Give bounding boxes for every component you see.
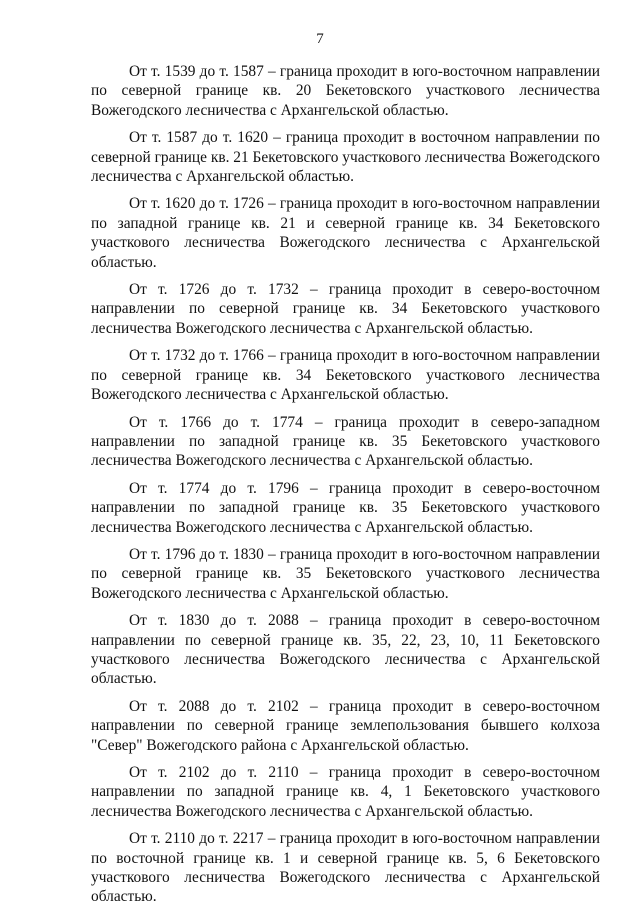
paragraph-boundary-2088-2102: От т. 2088 до т. 2102 – граница проходит в северо-восточном направлении по северной границе землепользования бывшего колхоза "Север" Вожегодского района с Архангельской областью. <box>91 697 600 754</box>
paragraph-boundary-1726-1732: От т. 1726 до т. 1732 – граница проходит в северо-восточном направлении по северной границе кв. 34 Бекетовского участкового лесничества Вожегодского лесничества с Архангельской областью. <box>91 281 600 337</box>
paragraph-boundary-1620-1726: От т. 1620 до т. 1726 – граница проходит в юго-восточном направлении по западной границе кв. 21 и северной границе кв. 34 Бекетовского участкового лесничества Вожегодского лесничества с Архангельской областью. <box>91 195 600 271</box>
paragraph-boundary-1766-1774: От т. 1766 до т. 1774 – граница проходит в северо-западном направлении по западной границе кв. 35 Бекетовского участкового лесничества Вожегодского лесничества с Архангельской областью. <box>91 413 600 470</box>
page-number: 7 <box>316 31 324 47</box>
paragraph-boundary-1587-1620: От т. 1587 до т. 1620 – граница проходит в восточном направлении по северной границе кв. 21 Бекетовского участкового лесничества Вожегодского лесничества с Архангельской областью. <box>91 129 600 186</box>
paragraph-boundary-1830-2088: От т. 1830 до т. 2088 – граница проходит в северо-восточном направлении по северной границе кв. 35, 22, 23, 10, 11 Бекетовского участкового лесничества Вожегодского лесничества с Архангельской областью. <box>91 612 600 688</box>
paragraph-boundary-2110-2217: От т. 2110 до т. 2217 – граница проходит в юго-восточном направлении по восточной границе кв. 1 и северной границе кв. 5, 6 Бекетовского участкового лесничества Вожегодского лесничества с Архангельской областью. <box>91 830 600 906</box>
document-body <box>91 62 600 915</box>
paragraph-boundary-1774-1796: От т. 1774 до т. 1796 – граница проходит в северо-восточном направлении по западной границе кв. 35 Бекетовского участкового лесничества Вожегодского лесничества с Архангельской областью. <box>91 479 600 536</box>
paragraph-boundary-2102-2110: От т. 2102 до т. 2110 – граница проходит в северо-восточном направлении по западной границе кв. 4, 1 Бекетовского участкового лесничества Вожегодского лесничества с Архангельской областью. <box>91 764 600 820</box>
paragraph-boundary-1539-1587: От т. 1539 до т. 1587 – граница проходит в юго-восточном направлении по северной границе кв. 20 Бекетовского участкового лесничества Вожегодского лесничества с Архангельской областью. <box>91 63 600 119</box>
paragraph-boundary-1732-1766: От т. 1732 до т. 1766 – граница проходит в юго-восточном направлении по северной границе кв. 34 Бекетовского участкового лесничества Вожегодского лесничества с Архангельской областью. <box>91 347 600 404</box>
paragraph-boundary-1796-1830: От т. 1796 до т. 1830 – граница проходит в юго-восточном направлении по северной границе кв. 35 Бекетовского участкового лесничества Вожегодского лесничества с Архангельской областью. <box>91 545 600 602</box>
